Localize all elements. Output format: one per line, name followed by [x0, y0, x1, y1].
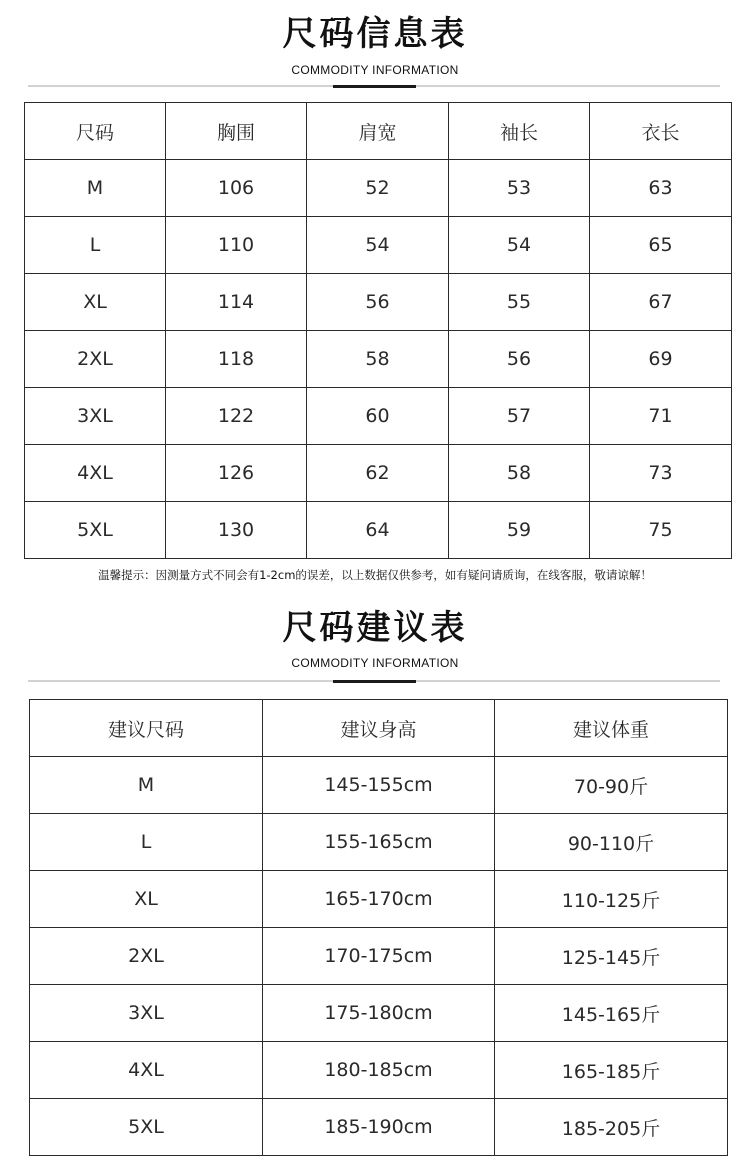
table-row [25, 274, 732, 331]
table-row [30, 1042, 728, 1099]
size-suggestion-header-cell: 建议身高 [263, 700, 495, 757]
size-info-title: 尺码信息表 [282, 14, 468, 54]
table-cell: 63 [590, 160, 732, 217]
table-cell: 56 [449, 331, 590, 388]
size-suggestion-divider-accent [333, 680, 416, 683]
table-cell: 106 [166, 160, 307, 217]
table-row [30, 871, 728, 928]
table-cell: 165-170cm [263, 871, 495, 928]
size-suggestion-title: 尺码建议表 [282, 608, 468, 648]
table-cell: 130 [166, 502, 307, 559]
table-cell: L [25, 217, 166, 274]
table-cell: 71 [590, 388, 732, 445]
table-cell: 58 [307, 331, 449, 388]
table-row [25, 217, 732, 274]
table-row [25, 445, 732, 502]
table-cell: 64 [307, 502, 449, 559]
table-row [30, 928, 728, 985]
table-cell: 3XL [30, 985, 263, 1042]
table-row [30, 985, 728, 1042]
table-cell: 114 [166, 274, 307, 331]
table-cell: 90-110斤 [495, 814, 728, 871]
table-cell: 69 [590, 331, 732, 388]
table-cell: 52 [307, 160, 449, 217]
table-cell: 70-90斤 [495, 757, 728, 814]
table-cell: 185-205斤 [495, 1099, 728, 1156]
table-row [25, 502, 732, 559]
table-cell: 67 [590, 274, 732, 331]
table-cell: 54 [449, 217, 590, 274]
table-cell: 145-165斤 [495, 985, 728, 1042]
table-row [25, 160, 732, 217]
table-cell: 185-190cm [263, 1099, 495, 1156]
size-info-header-row [25, 103, 732, 160]
table-cell: 170-175cm [263, 928, 495, 985]
table-cell: 118 [166, 331, 307, 388]
size-suggestion-subtitle: COMMODITY INFORMATION [291, 656, 459, 670]
size-info-header-cell: 袖长 [449, 103, 590, 160]
table-cell: 62 [307, 445, 449, 502]
table-cell: 110-125斤 [495, 871, 728, 928]
size-info-header-cell: 尺码 [25, 103, 166, 160]
table-cell: 126 [166, 445, 307, 502]
table-cell: 145-155cm [263, 757, 495, 814]
table-cell: 155-165cm [263, 814, 495, 871]
table-cell: 175-180cm [263, 985, 495, 1042]
table-cell: M [25, 160, 166, 217]
table-cell: M [30, 757, 263, 814]
table-cell: 5XL [30, 1099, 263, 1156]
table-cell: 54 [307, 217, 449, 274]
table-row [30, 814, 728, 871]
table-cell: 180-185cm [263, 1042, 495, 1099]
table-cell: 2XL [25, 331, 166, 388]
table-cell: XL [30, 871, 263, 928]
table-cell: 55 [449, 274, 590, 331]
table-cell: 2XL [30, 928, 263, 985]
table-cell: 65 [590, 217, 732, 274]
table-cell: L [30, 814, 263, 871]
size-suggestion-table [29, 699, 728, 1156]
table-cell: 4XL [30, 1042, 263, 1099]
size-info-header-cell: 肩宽 [307, 103, 449, 160]
table-row [30, 757, 728, 814]
table-row [25, 388, 732, 445]
table-cell: 165-185斤 [495, 1042, 728, 1099]
table-cell: 125-145斤 [495, 928, 728, 985]
table-cell: 53 [449, 160, 590, 217]
size-info-header-cell: 衣长 [590, 103, 732, 160]
table-cell: 3XL [25, 388, 166, 445]
table-cell: 59 [449, 502, 590, 559]
size-info-subtitle: COMMODITY INFORMATION [291, 63, 459, 77]
table-cell: 110 [166, 217, 307, 274]
table-cell: 57 [449, 388, 590, 445]
table-cell: XL [25, 274, 166, 331]
size-suggestion-header-cell: 建议体重 [495, 700, 728, 757]
size-suggestion-header-cell: 建议尺码 [30, 700, 263, 757]
measurement-notice: 温馨提示：因测量方式不同会有1-2cm的误差，以上数据仅供参考，如有疑问请质询，在线客服，敬请谅解！ [98, 568, 652, 582]
table-cell: 122 [166, 388, 307, 445]
table-cell: 56 [307, 274, 449, 331]
table-cell: 4XL [25, 445, 166, 502]
table-row [30, 1099, 728, 1156]
table-cell: 58 [449, 445, 590, 502]
size-info-header-cell: 胸围 [166, 103, 307, 160]
size-info-divider-accent [333, 85, 416, 88]
table-cell: 60 [307, 388, 449, 445]
size-suggestion-header-row [30, 700, 728, 757]
table-cell: 75 [590, 502, 732, 559]
table-row [25, 331, 732, 388]
size-info-table [24, 102, 732, 559]
table-cell: 5XL [25, 502, 166, 559]
table-cell: 73 [590, 445, 732, 502]
